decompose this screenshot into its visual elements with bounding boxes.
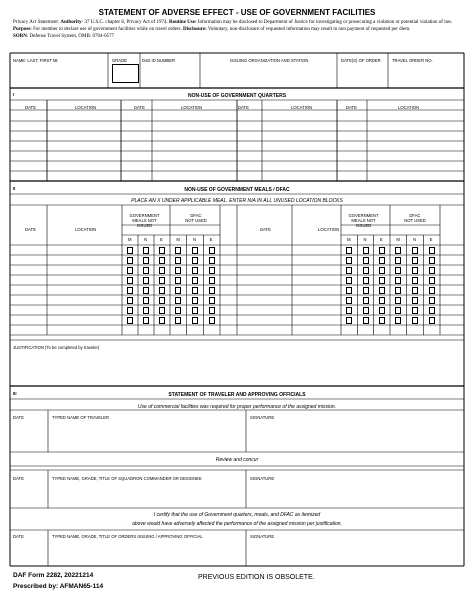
meal-checkbox[interactable]	[363, 257, 369, 264]
meal-checkbox[interactable]	[209, 277, 215, 284]
meal-checkbox[interactable]	[429, 267, 435, 274]
meal-checkbox[interactable]	[143, 317, 149, 324]
meal-checkbox[interactable]	[175, 307, 181, 314]
grade-field-label: GRADE	[112, 58, 127, 63]
meal-checkbox[interactable]	[143, 247, 149, 254]
meal-checkbox[interactable]	[159, 247, 165, 254]
meal-checkbox[interactable]	[429, 317, 435, 324]
orders-official-name-label: TYPED NAME, GRADE, TITLE OF ORDERS ISSUING / APPROVING OFFICIAL	[52, 534, 203, 539]
s2-gov-meals-label-left: GOVERNMENT MEALS NOT ISSUED	[129, 213, 160, 228]
meal-checkbox[interactable]	[363, 287, 369, 294]
meal-checkbox[interactable]	[175, 247, 181, 254]
s1-col-location-3: LOCATION	[291, 105, 313, 110]
meal-checkbox[interactable]	[363, 267, 369, 274]
meal-letter-m: M	[128, 237, 132, 242]
meal-checkbox[interactable]	[412, 277, 418, 284]
prescribed-by: Prescribed by: AFMAN65-114	[13, 583, 104, 590]
meal-checkbox[interactable]	[379, 317, 385, 324]
justification-label: JUSTIFICATION (To be completed by traveler)	[13, 345, 100, 350]
meal-checkbox[interactable]	[192, 287, 198, 294]
meal-checkbox[interactable]	[143, 267, 149, 274]
meal-checkbox[interactable]	[363, 297, 369, 304]
certify-line-2: above would have adversely affected the performance of the assigned mission per justification.	[132, 521, 342, 527]
meal-letter-n: N	[363, 237, 367, 242]
meal-checkbox[interactable]	[429, 307, 435, 314]
meal-checkbox[interactable]	[175, 257, 181, 264]
section3-heading: STATEMENT OF TRAVELER AND APPROVING OFFICIALS	[168, 392, 306, 398]
review-and-concur: Review and concur	[215, 457, 259, 463]
grade-input-box[interactable]	[112, 64, 139, 83]
s2-location-label-right: LOCATION	[318, 227, 340, 232]
s2-location-label-left: LOCATION	[75, 227, 97, 232]
meal-checkbox[interactable]	[192, 257, 198, 264]
commercial-facilities-statement: Use of commercial facilities was required for proper performance of the assigned mission.	[137, 404, 337, 410]
s1-col-location-2: LOCATION	[181, 105, 203, 110]
meal-letter-n: N	[193, 237, 197, 242]
s1-col-date-3: DATE	[238, 105, 249, 110]
s2-dfac-label-right: DFAC NOT USED	[404, 213, 426, 223]
meal-checkbox[interactable]	[192, 317, 198, 324]
commander-signature-label: SIGNATURE	[250, 476, 275, 481]
privacy-act-statement: Privacy Act Statement: Authority- 37 U.S.C. chapter 8, Privacy Act of 1974. Routine Use: Information may be disclosed to Department of Justice for investigating or prosecuting a violation or potential violation of law. Purpose: For member to declare use of government facilities while on travel orders. Disclosure: Voluntary, non-disclosure of requested information may result in non payment of requested per diem. SORN: Defense Travel System, OMB: 0704-0577	[13, 20, 453, 39]
meal-checkbox[interactable]	[363, 247, 369, 254]
commander-date-label: DATE	[13, 476, 24, 481]
meal-checkbox[interactable]	[159, 267, 165, 274]
dod-id-field-label: DoD ID NUMBER	[142, 58, 176, 63]
meal-checkbox[interactable]	[395, 277, 401, 284]
meal-checkbox[interactable]	[159, 257, 165, 264]
meal-checkbox[interactable]	[395, 287, 401, 294]
meal-letter-n: N	[413, 237, 417, 242]
meal-checkbox[interactable]	[143, 257, 149, 264]
meal-checkbox[interactable]	[346, 257, 352, 264]
meal-checkbox[interactable]	[175, 267, 181, 274]
orders-official-date-label: DATE	[13, 534, 24, 539]
s2-date-label-right: DATE	[260, 227, 271, 232]
commander-name-label: TYPED NAME, GRADE, TITLE OF SQUADRON COMMANDER OR DESIGNEE	[52, 476, 202, 481]
certify-line-1: I certify that the use of Government quarters, meals, and DFAC as itemized	[153, 512, 321, 518]
meal-checkbox[interactable]	[412, 297, 418, 304]
meal-checkbox[interactable]	[143, 307, 149, 314]
meal-checkbox[interactable]	[346, 287, 352, 294]
section1-number: I	[13, 92, 15, 97]
name-field-label: NAME: LAST, FIRST MI	[13, 58, 58, 63]
meal-checkbox[interactable]	[346, 277, 352, 284]
meal-checkbox[interactable]	[395, 247, 401, 254]
s2-date-label-left: DATE	[25, 227, 36, 232]
meal-checkbox[interactable]	[379, 257, 385, 264]
s2-dfac-label-left: DFAC NOT USED	[185, 213, 207, 223]
meal-checkbox[interactable]	[127, 277, 133, 284]
meal-checkbox[interactable]	[143, 277, 149, 284]
meal-checkbox[interactable]	[412, 257, 418, 264]
meal-checkbox[interactable]	[127, 287, 133, 294]
meal-checkbox[interactable]	[363, 277, 369, 284]
meal-checkbox[interactable]	[159, 317, 165, 324]
meal-checkbox[interactable]	[395, 317, 401, 324]
meal-checkbox[interactable]	[395, 257, 401, 264]
section1-heading: NON-USE OF GOVERNMENT QUARTERS	[187, 93, 287, 99]
s1-col-date-4: DATE	[346, 105, 357, 110]
meal-checkbox[interactable]	[379, 297, 385, 304]
meal-checkbox[interactable]	[127, 257, 133, 264]
meal-checkbox[interactable]	[209, 287, 215, 294]
meal-checkbox[interactable]	[395, 307, 401, 314]
travel-order-no-field-label: TRAVEL ORDER NO.	[392, 58, 433, 63]
meal-checkbox[interactable]	[175, 297, 181, 304]
s2-gov-meals-label-right: GOVERNMENT MEALS NOT ISSUED	[348, 213, 379, 228]
section2-heading: NON-USE OF GOVERNMENT MEALS / DFAC	[184, 187, 290, 193]
traveler-date-label: DATE	[13, 415, 24, 420]
meal-letter-n: N	[144, 237, 148, 242]
section3-number: III	[13, 391, 17, 396]
meal-checkbox[interactable]	[159, 307, 165, 314]
meal-letter-e: E	[209, 237, 213, 242]
meal-checkbox[interactable]	[127, 297, 133, 304]
meal-checkbox[interactable]	[412, 317, 418, 324]
meal-checkbox[interactable]	[127, 317, 133, 324]
meal-checkbox[interactable]	[209, 247, 215, 254]
meal-checkbox[interactable]	[159, 287, 165, 294]
meal-checkbox[interactable]	[395, 267, 401, 274]
meal-checkbox[interactable]	[379, 277, 385, 284]
meal-checkbox[interactable]	[346, 307, 352, 314]
meal-checkbox[interactable]	[209, 297, 215, 304]
s1-col-location-1: LOCATION	[75, 105, 97, 110]
meal-checkbox[interactable]	[429, 257, 435, 264]
dates-of-order-field-label: DATE(S) OF ORDER	[341, 58, 381, 63]
meal-checkbox[interactable]	[412, 247, 418, 254]
orders-official-signature-label: SIGNATURE	[250, 534, 275, 539]
meal-checkbox[interactable]	[159, 277, 165, 284]
previous-edition-notice: PREVIOUS EDITION IS OBSOLETE.	[198, 574, 315, 581]
meal-checkbox[interactable]	[363, 317, 369, 324]
meal-checkbox[interactable]	[209, 267, 215, 274]
meal-checkbox[interactable]	[379, 307, 385, 314]
meal-letter-m: M	[347, 237, 351, 242]
s1-col-date-2: DATE	[134, 105, 145, 110]
meal-checkbox[interactable]	[175, 277, 181, 284]
meal-letter-m: M	[396, 237, 400, 242]
meal-checkbox[interactable]	[192, 297, 198, 304]
meal-checkbox[interactable]	[209, 257, 215, 264]
meal-checkbox[interactable]	[175, 287, 181, 294]
meal-letter-e: E	[429, 237, 433, 242]
meal-checkbox[interactable]	[379, 247, 385, 254]
meal-checkbox[interactable]	[192, 267, 198, 274]
form-number: DAF Form 2282, 20221214	[13, 572, 94, 579]
meal-checkbox[interactable]	[127, 247, 133, 254]
meal-checkbox[interactable]	[429, 247, 435, 254]
meal-checkbox[interactable]	[429, 287, 435, 294]
issuing-org-field-label: ISSUING ORGANIZATION AND STATION	[230, 58, 309, 63]
traveler-name-label: TYPED NAME OF TRAVELER	[52, 415, 110, 420]
meal-letter-m: M	[176, 237, 180, 242]
meal-checkbox[interactable]	[192, 307, 198, 314]
meal-checkbox[interactable]	[143, 287, 149, 294]
meal-checkbox[interactable]	[346, 267, 352, 274]
section2-number: II	[13, 186, 16, 191]
meal-checkbox[interactable]	[346, 317, 352, 324]
meal-checkbox[interactable]	[143, 297, 149, 304]
s1-col-date-1: DATE	[25, 105, 36, 110]
meal-checkbox[interactable]	[159, 297, 165, 304]
meal-checkbox[interactable]	[363, 307, 369, 314]
meal-checkbox[interactable]	[429, 297, 435, 304]
meal-checkbox[interactable]	[412, 307, 418, 314]
meal-checkbox[interactable]	[429, 277, 435, 284]
meal-checkbox[interactable]	[412, 267, 418, 274]
meal-checkbox[interactable]	[346, 297, 352, 304]
meal-checkbox[interactable]	[209, 307, 215, 314]
meal-checkbox[interactable]	[379, 267, 385, 274]
meal-checkbox[interactable]	[192, 247, 198, 254]
section2-instruction: PLACE AN X UNDER APPLICABLE MEAL. ENTER N/A IN ALL UNUSED LOCATION BLOCKS	[131, 198, 343, 204]
meal-checkbox[interactable]	[127, 307, 133, 314]
meal-checkbox[interactable]	[192, 277, 198, 284]
form-title: STATEMENT OF ADVERSE EFFECT - USE OF GOVERNMENT FACILITIES	[98, 8, 376, 17]
s1-col-location-4: LOCATION	[398, 105, 420, 110]
meal-checkbox[interactable]	[395, 297, 401, 304]
meal-checkbox[interactable]	[346, 247, 352, 254]
meal-checkbox[interactable]	[127, 267, 133, 274]
meal-checkbox[interactable]	[175, 317, 181, 324]
traveler-signature-label: SIGNATURE	[250, 415, 275, 420]
meal-letter-e: E	[379, 237, 383, 242]
meal-checkbox[interactable]	[412, 287, 418, 294]
meal-checkbox[interactable]	[379, 287, 385, 294]
meal-checkbox[interactable]	[209, 317, 215, 324]
meal-letter-e: E	[160, 237, 163, 242]
